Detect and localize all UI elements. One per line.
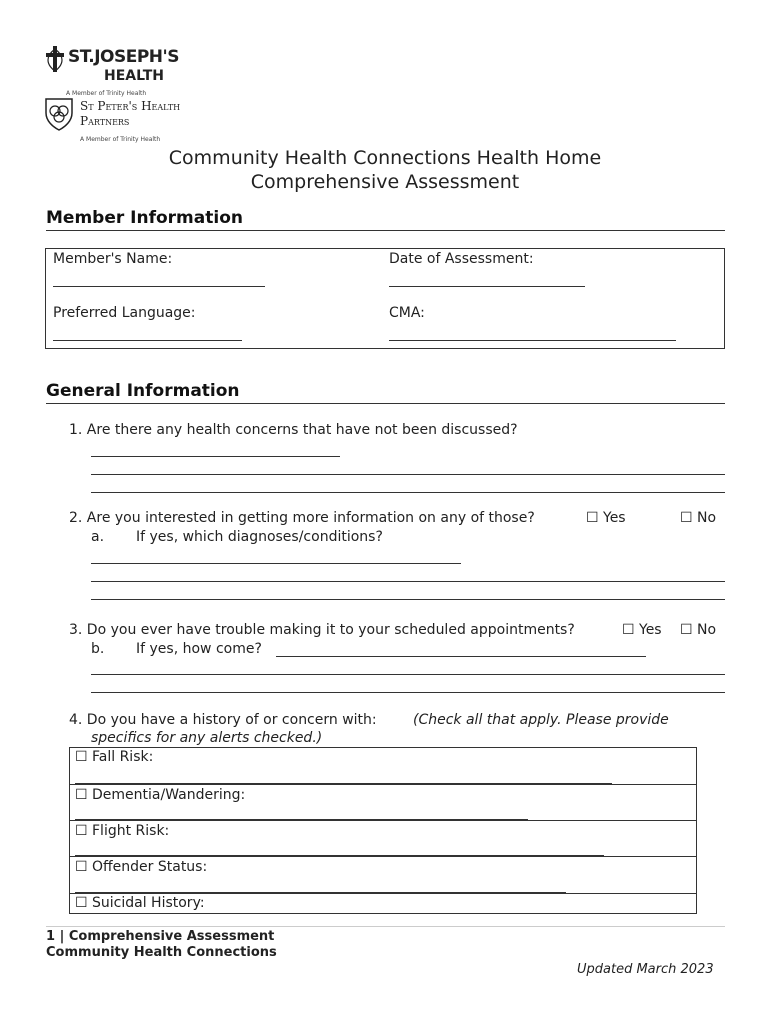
dementia-line[interactable]: [75, 819, 528, 820]
q2-answer-line-2[interactable]: [91, 581, 725, 582]
date-field[interactable]: [389, 286, 585, 287]
q2-no-checkbox[interactable]: ☐ No: [680, 510, 717, 526]
offender-status-line[interactable]: [75, 892, 566, 893]
shield-logo-icon: [44, 97, 74, 131]
flight-risk-line[interactable]: [75, 855, 604, 856]
question-1: 1. Are there any health concerns that have not been discussed?: [69, 422, 518, 438]
logo2-name-2: Partners: [80, 114, 130, 128]
q3b-marker: b.: [91, 641, 105, 657]
document-title-line2: Comprehensive Assessment: [250, 171, 520, 193]
q1-answer-line-3[interactable]: [91, 492, 725, 493]
member-name-field[interactable]: [53, 286, 265, 287]
footer-divider: [46, 926, 725, 927]
q2a-marker: a.: [91, 529, 105, 545]
cma-field[interactable]: [389, 340, 676, 341]
q3b-answer-line[interactable]: [276, 656, 646, 657]
q3-yes-checkbox[interactable]: ☐ Yes: [622, 622, 662, 638]
q1-answer-line-1[interactable]: [91, 456, 340, 457]
q3-no-checkbox[interactable]: ☐ No: [680, 622, 717, 638]
logo-sub: HEALTH: [104, 68, 164, 84]
logo2-name-1: St Peter's Health: [80, 99, 181, 113]
question-2: 2. Are you interested in getting more information on any of those?: [69, 510, 535, 526]
footer-org-label: Community Health Connections: [46, 945, 277, 960]
q3-answer-line-2[interactable]: [91, 674, 725, 675]
footer-updated: Updated March 2023: [577, 962, 714, 977]
date-label: Date of Assessment:: [389, 251, 534, 267]
logo2-member: A Member of Trinity Health: [80, 136, 161, 143]
logo-name: ST.JOSEPH'S: [68, 47, 179, 67]
q4-note-1: (Check all that apply. Please provide: [413, 712, 669, 728]
member-name-label: Member's Name:: [53, 251, 173, 267]
fall-risk-checkbox[interactable]: ☐ Fall Risk:: [75, 749, 154, 765]
offender-status-checkbox[interactable]: ☐ Offender Status:: [75, 859, 208, 875]
language-label: Preferred Language:: [53, 305, 196, 321]
cross-logo-icon: [44, 46, 66, 72]
alert-row-dementia: [69, 785, 696, 821]
question-3: 3. Do you ever have trouble making it to your scheduled appointments?: [69, 622, 575, 638]
member-info-heading: Member Information: [46, 208, 725, 231]
q2-yes-checkbox[interactable]: ☐ Yes: [586, 510, 626, 526]
q2-answer-line-3[interactable]: [91, 599, 725, 600]
q4-note-2: specifics for any alerts checked.): [91, 730, 323, 746]
question-2a: If yes, which diagnoses/conditions?: [136, 529, 383, 545]
alert-row-suicidal: [69, 894, 696, 914]
dementia-checkbox[interactable]: ☐ Dementia/Wandering:: [75, 787, 246, 803]
q2-answer-line-1[interactable]: [91, 563, 461, 564]
alert-row-offender: [69, 857, 696, 894]
alert-row-flight-risk: [69, 821, 696, 857]
q3-answer-line-3[interactable]: [91, 692, 725, 693]
cma-label: CMA:: [389, 305, 425, 321]
question-3b: If yes, how come?: [136, 641, 262, 657]
footer-page-label: 1 | Comprehensive Assessment: [46, 929, 275, 944]
suicidal-history-checkbox[interactable]: ☐ Suicidal History:: [75, 895, 205, 911]
fall-risk-line[interactable]: [75, 783, 612, 784]
document-title-line1: Community Health Connections Health Home: [168, 147, 602, 169]
general-info-heading: General Information: [46, 381, 725, 404]
alert-row-fall-risk: [69, 747, 696, 785]
language-field[interactable]: [53, 340, 242, 341]
q1-answer-line-2[interactable]: [91, 474, 725, 475]
logo-member: A Member of Trinity Health: [66, 90, 147, 97]
flight-risk-checkbox[interactable]: ☐ Flight Risk:: [75, 823, 170, 839]
question-4: 4. Do you have a history of or concern with:: [69, 712, 377, 728]
